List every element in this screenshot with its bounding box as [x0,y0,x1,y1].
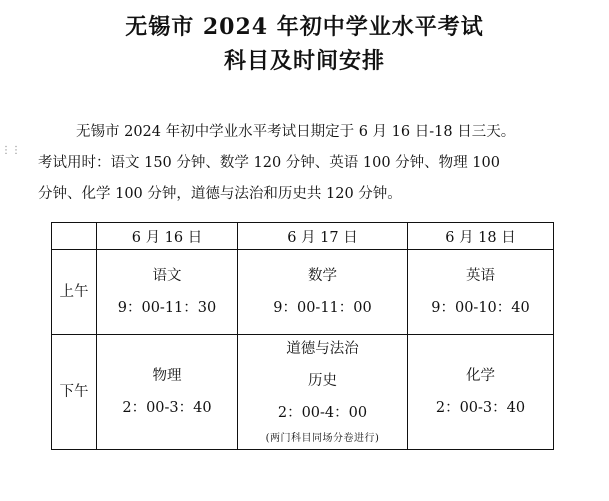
drag-handle-icon[interactable]: ⋮⋮ [1,145,21,156]
exam-note: (两门科目同场分卷进行) [265,433,380,444]
intro-line-1: 无锡市 2024 年初中学业水平考试日期定于 6 月 16 日-18 日三天。 [76,124,516,140]
corner-cell [52,223,97,250]
date-header-3: 6 月 18 日 [408,223,554,250]
exam-time: 9：00-11：00 [273,300,372,316]
afternoon-row [52,335,554,450]
exam-time: 2：00-3：40 [122,400,212,416]
exam-cell-morning-day3 [408,250,554,335]
subject-name: 化学 [466,368,495,384]
period-label-morning [52,250,97,335]
exam-cell-morning-day2 [238,250,408,335]
date-header-1: 6 月 16 日 [97,223,238,250]
subject-name: 物理 [152,368,182,384]
date-header-2: 6 月 17 日 [238,223,408,250]
subject-name-2: 历史 [308,373,337,389]
exam-cell-afternoon-day3 [408,335,554,450]
morning-label: 上午 [59,284,89,300]
exam-time: 9：00-10：40 [431,300,530,316]
exam-time: 9：00-11：30 [117,300,217,316]
intro-line-2: 考试用时：语文 150 分钟、数学 120 分钟、英语 100 分钟、物理 100 [38,155,500,171]
schedule-table [51,222,554,450]
document-title-line1: 无锡市 2024 年初中学业水平考试 [125,14,484,40]
exam-cell-afternoon-day2 [238,335,408,450]
exam-cell-afternoon-day1 [97,335,238,450]
morning-row [52,250,554,335]
subject-name: 英语 [466,268,495,284]
exam-time: 2：00-4：00 [277,405,368,421]
afternoon-label: 下午 [59,384,89,400]
document-title-line2: 科目及时间安排 [223,48,385,74]
date-header-row [52,223,554,250]
period-label-afternoon [52,335,97,450]
intro-line-3: 分钟、化学 100 分钟，道德与法治和历史共 120 分钟。 [38,186,402,202]
subject-name: 语文 [152,268,182,284]
subject-name: 数学 [308,268,337,284]
exam-time: 2：00-3：40 [435,400,526,416]
exam-cell-morning-day1 [97,250,238,335]
subject-name: 道德与法治 [286,341,359,357]
